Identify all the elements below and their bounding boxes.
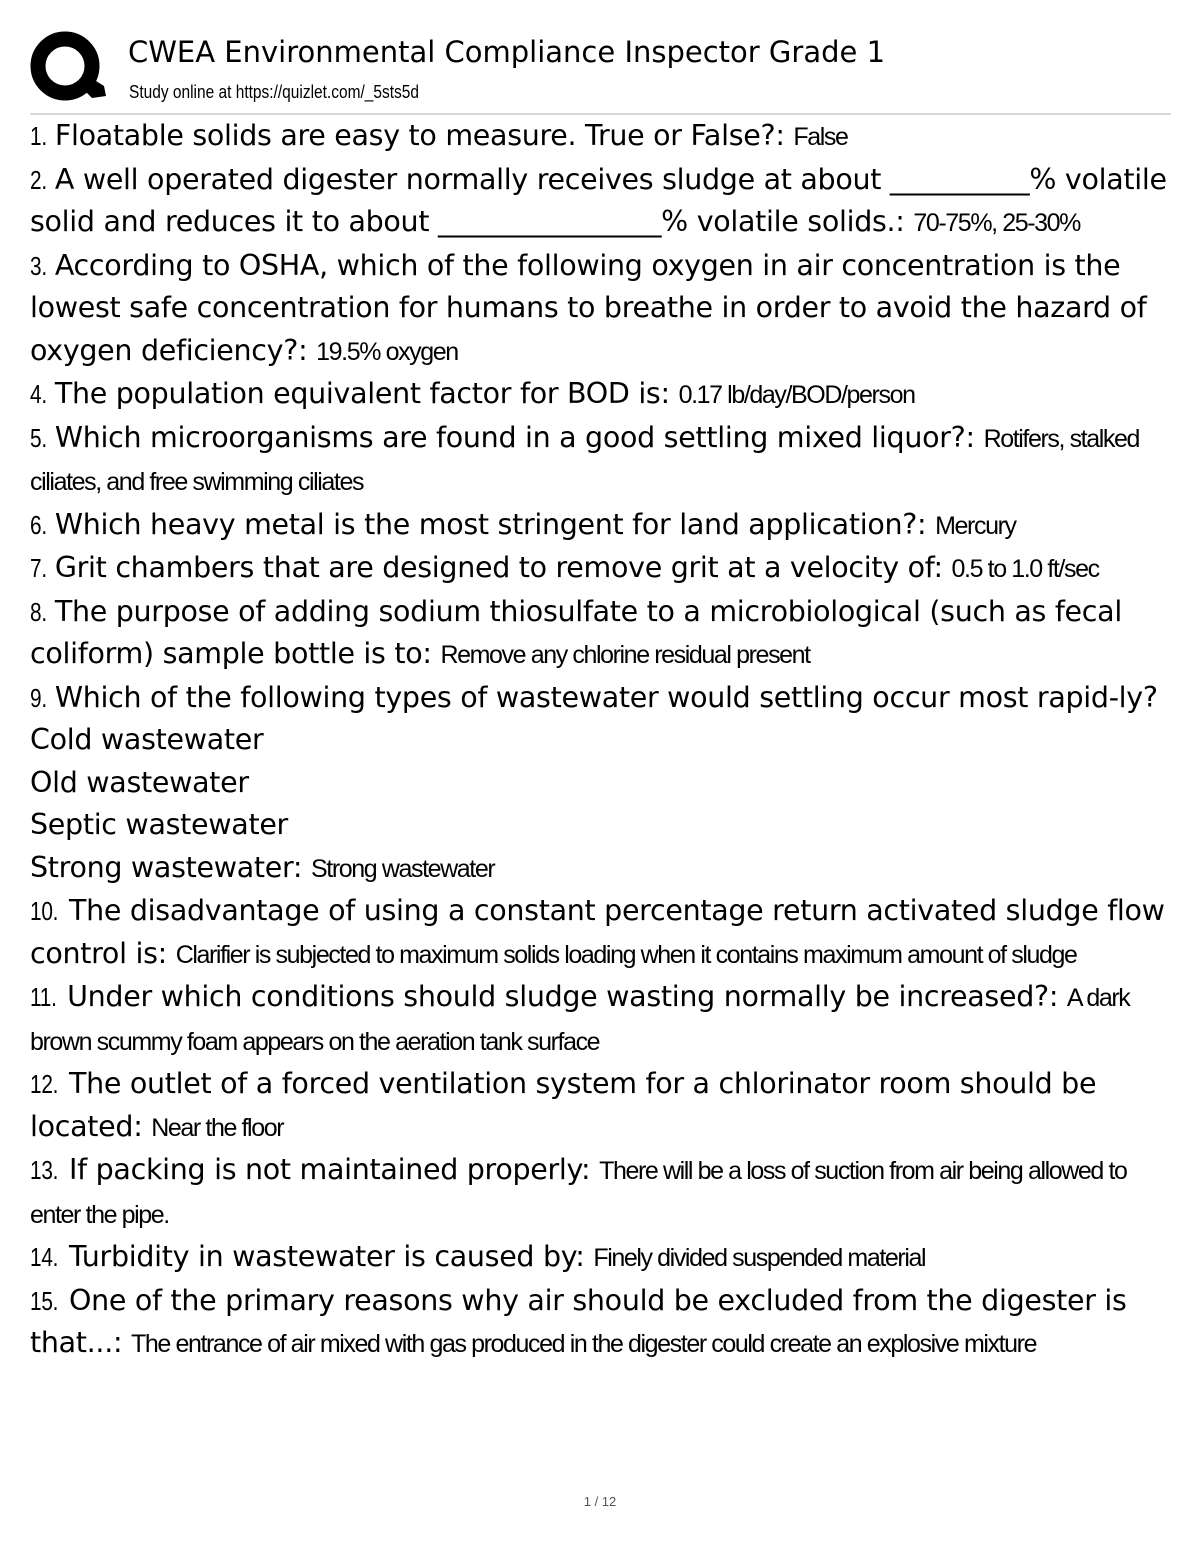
answer-text: Remove any chlorine residual present — [440, 641, 810, 669]
item-number: 13. — [30, 1155, 59, 1185]
answer-text: 19.5% oxygen — [316, 337, 458, 366]
question-text: The purpose of adding sodium thiosulfate to a microbiological (such as fecal coliform) sample bottle is to: — [30, 594, 1122, 670]
item-number: 2. — [30, 164, 47, 195]
question-text: Which microorganisms are found in a good settling mixed liquor?: — [54, 420, 975, 454]
question-text: Which of the following types of wastewater would settling occur most rapid-ly? — [54, 680, 1158, 714]
qa-item — [30, 504, 1175, 548]
qa-item — [30, 1236, 1175, 1280]
answer-text: 70-75%, 25-30% — [913, 209, 1081, 237]
question-text: According to OSHA, which of the following oxygen in air concentration is the lowest safe concentration for humans to breathe in order to avoid the hazard of oxygen deficiency?: — [30, 248, 1147, 367]
answer-text: False — [793, 123, 848, 151]
question-text: Floatable solids are easy to measure. True or False?: — [54, 119, 785, 152]
qa-item — [30, 159, 1175, 245]
question-text: Turbidity in wastewater is caused by: — [69, 1240, 585, 1273]
answer-text: Strong wastewater — [311, 854, 495, 883]
question-text: The disadvantage of using a constant percentage return activated sludge flow control is: — [30, 894, 1165, 970]
item-number: 15. — [30, 1285, 59, 1316]
question-text: The outlet of a forced ventilation system for a chlorinator room should be located: — [30, 1067, 1097, 1143]
answer-text: 0.17 lb/day/BOD/person — [678, 381, 915, 409]
item-number: 5. — [30, 422, 47, 453]
answer-text: Finely divided suspended material — [593, 1244, 926, 1272]
question-text: The population equivalent factor for BOD is: — [54, 377, 670, 410]
question-text: One of the primary reasons why air should be excluded from the digester is that...: — [30, 1283, 1127, 1359]
item-number: 7. — [30, 553, 47, 583]
page-number: 1 / 12 — [583, 1494, 617, 1509]
item-number: 9. — [30, 682, 47, 713]
qa-item — [30, 1149, 1175, 1236]
qa-item — [30, 547, 1175, 591]
option-text: Cold wastewater — [30, 723, 264, 756]
item-number: 6. — [30, 509, 47, 540]
item-number: 8. — [30, 596, 47, 627]
answer-text: Rotifers, stalked ciliates, and free swimming ciliates — [30, 424, 1139, 496]
qa-item — [30, 976, 1175, 1063]
item-number: 3. — [30, 250, 47, 281]
study-online-link[interactable]: Study online at https://quizlet.com/_5sts5d — [129, 82, 419, 102]
question-text: If packing is not maintained properly: — [69, 1153, 591, 1186]
qa-item — [30, 115, 1175, 159]
answer-text: The entrance of air mixed with gas produced in the digester could create an explosive mixture — [131, 1330, 1037, 1358]
option-text: Septic wastewater — [30, 808, 288, 841]
qa-item — [30, 1280, 1175, 1366]
question-text-end: Strong wastewater: — [30, 850, 303, 884]
qa-item — [30, 591, 1175, 677]
item-number: 11. — [30, 982, 57, 1012]
qa-item — [30, 245, 1175, 374]
answer-text: There will be a loss of suction from air being allowed to enter the pipe. — [30, 1157, 1127, 1229]
qa-item — [30, 373, 1175, 417]
qa-item — [30, 1063, 1175, 1149]
answer-text: 0.5 to 1.0 ft/sec — [951, 555, 1099, 583]
question-list — [30, 115, 1175, 1366]
item-number: 4. — [30, 379, 47, 409]
quizlet-logo-icon — [30, 30, 108, 106]
qa-item — [30, 677, 1175, 891]
item-number: 12. — [30, 1069, 59, 1099]
qa-item — [30, 890, 1175, 976]
answer-text: Clarifier is subjected to maximum solids loading when it contains maximum amount of sludge — [175, 940, 1077, 969]
question-text: Grit chambers that are designed to remove grit at a velocity of: — [54, 551, 943, 584]
qa-item — [30, 417, 1175, 504]
question-text: Which heavy metal is the most stringent for land application?: — [54, 507, 927, 541]
page-title: CWEA Environmental Compliance Inspector Grade 1 — [128, 35, 886, 69]
item-number: 1. — [30, 121, 47, 151]
question-text: Under which conditions should sludge wasting normally be increased?: — [67, 980, 1059, 1013]
question-text: A well operated digester normally receives sludge at about __________% volatile solid and reduces it to about ________________% volatile solids.: — [30, 162, 1167, 238]
item-number: 10. — [30, 896, 59, 926]
answer-text: Near the floor — [151, 1113, 284, 1142]
answer-text: A dark brown scummy foam appears on the aeration tank surface — [30, 984, 1130, 1056]
answer-text: Mercury — [935, 511, 1016, 540]
option-text: Old wastewater — [30, 765, 249, 799]
item-number: 14. — [30, 1242, 59, 1272]
